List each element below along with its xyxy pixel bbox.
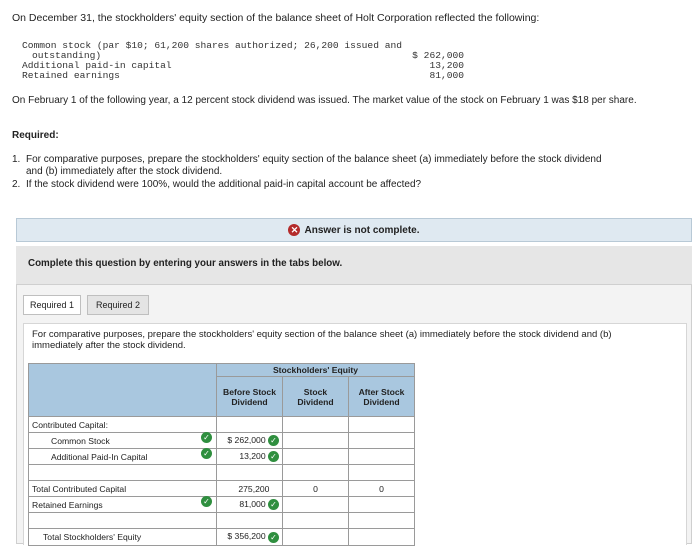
status-banner	[16, 218, 692, 242]
cc-dividend-cell	[283, 417, 349, 433]
intro-text: On December 31, the stockholders' equity section of the balance sheet of Holt Corporation reflected the following:	[12, 12, 540, 24]
retained-before-value: 81,000	[239, 498, 266, 509]
apic-after-input[interactable]	[349, 449, 415, 465]
spacer-cell	[349, 465, 415, 481]
equity-item-common-label-cont: outstanding)	[32, 50, 102, 61]
apic-before-input[interactable]	[217, 449, 283, 465]
requirement-1-text-cont: and (b) immediately after the stock dividend.	[26, 166, 223, 177]
common-stock-dividend-input[interactable]	[283, 433, 349, 449]
error-x-icon: ✕	[288, 224, 300, 236]
common-stock-after-input[interactable]	[349, 433, 415, 449]
total-equity-after	[349, 529, 415, 546]
total-equity-before-value: $ 356,200	[227, 531, 266, 542]
check-icon: ✓	[201, 432, 212, 443]
equity-table	[28, 363, 415, 546]
row-label-retained-earnings: Retained Earnings	[29, 497, 217, 513]
contributed-capital-label: Contributed Capital:	[29, 417, 217, 433]
requirement-1-text: For comparative purposes, prepare the stockholders' equity section of the balance sheet (a) immediately before the stock dividend	[26, 154, 602, 165]
equity-item-apic-label: Additional paid-in capital	[22, 60, 172, 71]
equity-item-re-value: 81,000	[429, 70, 464, 81]
retained-dividend-input[interactable]	[283, 497, 349, 513]
status-banner-text: Answer is not complete.	[304, 224, 420, 236]
check-icon: ✓	[268, 532, 279, 543]
col-header-dividend: Stock Dividend	[283, 377, 349, 417]
equity-item-apic-value: 13,200	[429, 60, 464, 71]
spacer-cell	[283, 465, 349, 481]
row-label-total-equity: Total Stockholders' Equity	[29, 529, 217, 546]
check-icon: ✓	[201, 496, 212, 507]
table-title: Stockholders' Equity	[217, 364, 415, 377]
spacer-cell	[217, 465, 283, 481]
total-equity-dividend	[283, 529, 349, 546]
apic-before-value: 13,200	[239, 450, 266, 461]
requirement-1-num: 1.	[12, 154, 21, 165]
cc-before-cell	[217, 417, 283, 433]
common-stock-before-input[interactable]	[217, 433, 283, 449]
equity-item-re-label: Retained earnings	[22, 70, 120, 81]
complete-instructions: Complete this question by entering your answers in the tabs below.	[16, 246, 692, 284]
spacer-cell	[29, 465, 217, 481]
tab-required-1[interactable]: Required 1	[23, 295, 81, 315]
total-contributed-dividend: 0	[283, 481, 349, 497]
spacer-cell	[283, 513, 349, 529]
row-label-apic: Additional Paid-In Capital	[29, 449, 217, 465]
apic-dividend-input[interactable]	[283, 449, 349, 465]
spacer-cell	[29, 513, 217, 529]
tab-required-2[interactable]: Required 2	[87, 295, 149, 315]
tab-instructions: For comparative purposes, prepare the stockholders' equity section of the balance sheet (a) immediately before the stock dividend and (b) immediately after the stock dividend.	[32, 329, 612, 351]
retained-before-input[interactable]	[217, 497, 283, 513]
check-icon: ✓	[268, 499, 279, 510]
retained-after-input[interactable]	[349, 497, 415, 513]
requirement-2-text: If the stock dividend were 100%, would the additional paid-in capital account be affected?	[26, 179, 422, 190]
check-icon: ✓	[268, 435, 279, 446]
equity-item-common-value: $ 262,000	[412, 50, 464, 61]
col-header-after: After Stock Dividend	[349, 377, 415, 417]
required-heading: Required:	[12, 130, 59, 141]
total-contributed-before	[217, 481, 283, 497]
check-icon: ✓	[268, 451, 279, 462]
common-stock-before-value: $ 262,000	[227, 434, 266, 445]
header-blank	[29, 364, 217, 417]
check-icon: ✓	[201, 448, 212, 459]
total-contributed-after: 0	[349, 481, 415, 497]
spacer-cell	[349, 513, 415, 529]
row-label-common-stock: Common Stock	[29, 433, 217, 449]
cc-after-cell	[349, 417, 415, 433]
scenario-text: On February 1 of the following year, a 12 percent stock dividend was issued. The market value of the stock on February 1 was $18 per share.	[12, 95, 637, 106]
col-header-before: Before Stock Dividend	[217, 377, 283, 417]
tabs-panel	[16, 284, 692, 544]
total-contributed-before-value: 275,200	[238, 483, 270, 494]
equity-item-common-label: Common stock (par $10; 61,200 shares authorized; 26,200 issued and	[22, 40, 402, 51]
tab-content	[23, 323, 687, 545]
row-label-total-contributed: Total Contributed Capital	[29, 481, 217, 497]
total-equity-before	[217, 529, 283, 546]
requirement-2-num: 2.	[12, 179, 21, 190]
spacer-cell	[217, 513, 283, 529]
